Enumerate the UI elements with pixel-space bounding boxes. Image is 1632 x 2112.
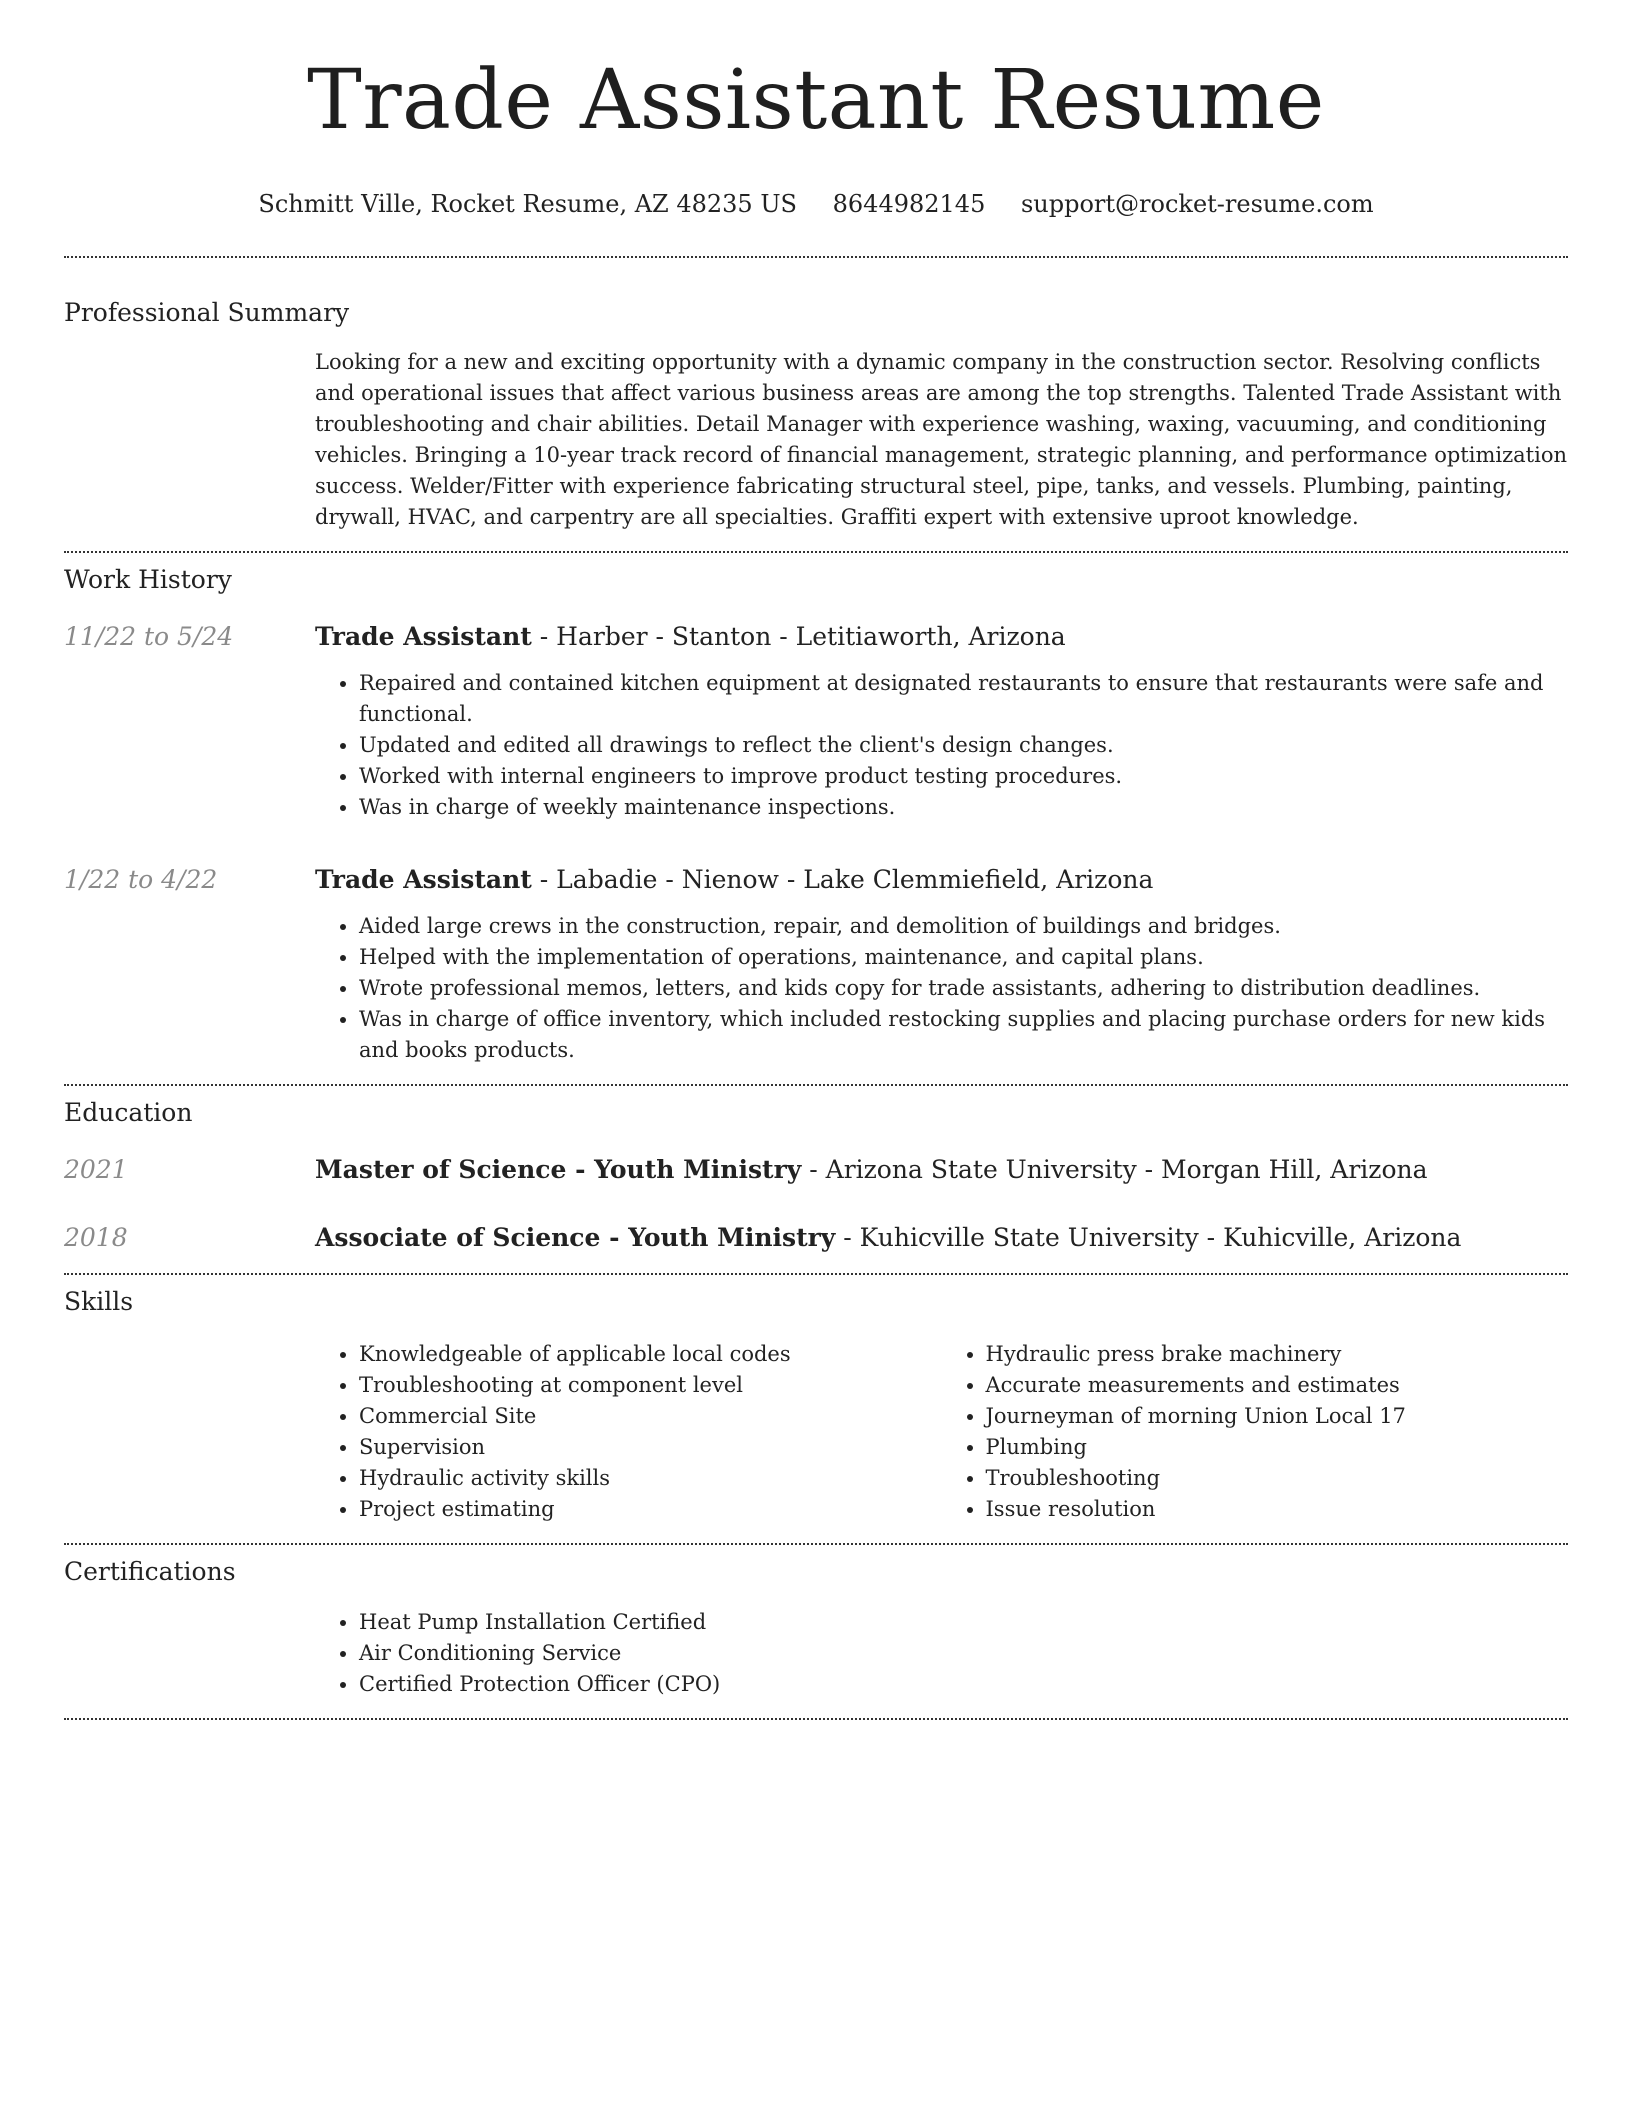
skills-section xyxy=(64,1285,1568,1525)
job-title-line xyxy=(315,620,1568,654)
contact-line xyxy=(64,188,1568,220)
skill-item: • Journeyman of morning Union Local 17 xyxy=(986,1401,1569,1432)
job-entry xyxy=(64,620,1568,823)
skill-item: • Troubleshooting xyxy=(986,1463,1569,1494)
skill-item: • Project estimating xyxy=(359,1494,942,1525)
education-section xyxy=(64,1096,1568,1255)
education-degree: Master of Science - Youth Ministry xyxy=(315,1155,802,1184)
section-heading-summary: Professional Summary xyxy=(64,298,350,327)
resume-page xyxy=(64,0,1568,1720)
certification-item: • Certified Protection Officer (CPO) xyxy=(359,1669,1568,1700)
education-degree: Associate of Science - Youth Ministry xyxy=(315,1223,836,1252)
education-details: - Arizona State University - Morgan Hill, Arizona xyxy=(801,1155,1428,1184)
contact-phone: 8644982145 xyxy=(832,190,986,218)
skill-item: • Accurate measurements and estimates xyxy=(986,1370,1569,1401)
skill-item: • Issue resolution xyxy=(986,1494,1569,1525)
education-entry xyxy=(64,1221,1568,1255)
job-bullets xyxy=(315,668,1568,823)
education-year: 2018 xyxy=(64,1223,128,1252)
job-bullet: • Repaired and contained kitchen equipment at designated restaurants to ensure that restaurants were safe and functional. xyxy=(359,668,1568,730)
job-title: Trade Assistant xyxy=(315,865,532,894)
summary-text: Looking for a new and exciting opportunity with a dynamic company in the construction sector. Resolving conflicts and operational issues that affect various business areas are among the top strengths. Talented Trade Assistant with troubleshooting and chair abilities. Detail Manager with experience washing, waxing, vacuuming, and conditioning vehicles. Bringing a 10-year track record of financial management, strategic planning, and performance optimization success. Welder/Fitter with experience fabricating structural steel, pipe, tanks, and vessels. Plumbing, painting, drywall, HVAC, and carpentry are all specialties. Graffiti expert with extensive uproot knowledge. xyxy=(315,350,1567,529)
job-bullet: • Wrote professional memos, letters, and kids copy for trade assistants, adhering to distribution deadlines. xyxy=(359,973,1568,1004)
section-heading-skills: Skills xyxy=(64,1287,134,1316)
certifications-section xyxy=(64,1555,1568,1700)
divider xyxy=(64,256,1568,258)
job-details: - Harber - Stanton - Letitiaworth, Arizona xyxy=(531,622,1066,651)
education-line xyxy=(315,1221,1568,1255)
job-dates: 1/22 to 4/22 xyxy=(64,865,218,894)
job-bullet: • Worked with internal engineers to improve product testing procedures. xyxy=(359,761,1568,792)
education-details: - Kuhicville State University - Kuhicville, Arizona xyxy=(835,1223,1462,1252)
certification-item: • Heat Pump Installation Certified xyxy=(359,1607,1568,1638)
job-bullet: • Helped with the implementation of operations, maintenance, and capital plans. xyxy=(359,942,1568,973)
section-heading-certifications: Certifications xyxy=(64,1557,236,1586)
skill-item: • Hydraulic activity skills xyxy=(359,1463,942,1494)
work-history-section xyxy=(64,563,1568,1066)
job-title-line xyxy=(315,863,1568,897)
skills-list-left xyxy=(315,1339,942,1525)
skill-item: • Supervision xyxy=(359,1432,942,1463)
job-dates: 11/22 to 5/24 xyxy=(64,622,234,651)
job-bullet: • Updated and edited all drawings to reflect the client's design changes. xyxy=(359,730,1568,761)
job-title: Trade Assistant xyxy=(315,622,532,651)
divider xyxy=(64,551,1568,553)
education-entry xyxy=(64,1153,1568,1187)
skills-list-right xyxy=(942,1339,1569,1525)
education-line xyxy=(315,1153,1568,1187)
section-heading-education: Education xyxy=(64,1098,193,1127)
job-bullet: • Was in charge of weekly maintenance inspections. xyxy=(359,792,1568,823)
skill-item: • Hydraulic press brake machinery xyxy=(986,1339,1569,1370)
divider xyxy=(64,1543,1568,1545)
job-details: - Labadie - Nienow - Lake Clemmiefield, Arizona xyxy=(531,865,1154,894)
section-heading-work-history: Work History xyxy=(64,565,232,594)
certification-item: • Air Conditioning Service xyxy=(359,1638,1568,1669)
summary-section xyxy=(64,296,1568,533)
certifications-list xyxy=(315,1607,1568,1700)
education-year: 2021 xyxy=(64,1155,128,1184)
skill-item: • Commercial Site xyxy=(359,1401,942,1432)
job-bullets xyxy=(315,911,1568,1066)
contact-address: Schmitt Ville, Rocket Resume, AZ 48235 US xyxy=(258,190,797,218)
resume-title: Trade Assistant Resume xyxy=(307,53,1325,148)
skill-item: • Plumbing xyxy=(986,1432,1569,1463)
job-entry xyxy=(64,863,1568,1066)
skill-item: • Knowledgeable of applicable local codes xyxy=(359,1339,942,1370)
divider xyxy=(64,1084,1568,1086)
contact-email: support@rocket-resume.com xyxy=(1020,190,1374,218)
job-bullet: • Aided large crews in the construction, repair, and demolition of buildings and bridges. xyxy=(359,911,1568,942)
divider xyxy=(64,1718,1568,1720)
divider xyxy=(64,1273,1568,1275)
skill-item: • Troubleshooting at component level xyxy=(359,1370,942,1401)
job-bullet: • Was in charge of office inventory, which included restocking supplies and placing purchase orders for new kids and books products. xyxy=(359,1004,1568,1066)
